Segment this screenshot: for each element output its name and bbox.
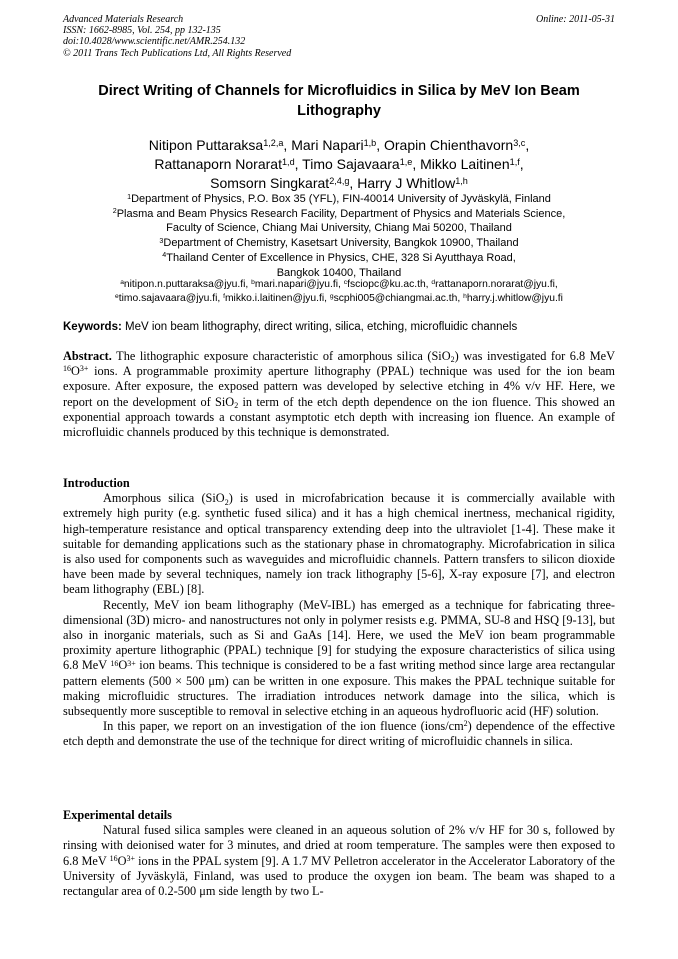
paragraph-text: Recently, MeV ion beam lithography (MeV-IBL) has emerged as a technique for fabricating three-dimensional (3D) micro- and nanostructures not only in polymer resists e.g. PMMA, SU-8 and HSQ [9-13], but also in inorganic materials, such as Si and GaAs [14]. Here, we used the MeV ion beam programmable proximity aperture lithographic (PPAL) technique [9] for studying the exposure characteristics of silica using 6.8 MeV — [63, 597, 615, 673]
online-date: Online: 2011-05-31 — [536, 14, 615, 25]
email-sup: e — [115, 292, 119, 300]
paragraph-text: O — [118, 658, 128, 673]
email-link[interactable]: fsciopc@ku.ac.th — [347, 279, 426, 290]
author-line-2 — [63, 155, 615, 174]
affiliation-text: Department of Chemistry, Kasetsart University, Bangkok 10900, Thailand — [163, 237, 519, 250]
author-affil-sup: 1,f — [509, 156, 520, 167]
email-sup: g — [329, 292, 334, 300]
author-name: Harry J Whitlow — [357, 175, 456, 191]
title-line-1: Direct Writing of Channels for Microfluidics in Silica by MeV Ion Beam — [98, 83, 580, 99]
author-affil-sup: 3,c — [513, 137, 526, 148]
email-sup: d — [431, 278, 436, 286]
subscript: 2 — [234, 401, 239, 410]
superscript: 16 — [63, 364, 71, 374]
abstract-text: in term of the etch depth dependence on the ion fluence. This showed an exponential approach towards a constant asymptotic etch depth with increasing ion fluence. An example of microfluidic channels produced by this technique is demonstrated. — [63, 394, 615, 440]
author-list — [63, 136, 615, 193]
abstract — [63, 349, 615, 440]
paragraph-text: O — [117, 853, 127, 868]
paragraph-text: In this paper, we report on an investigation of the ion fluence (ions/cm — [103, 719, 464, 734]
email-link[interactable]: scphi005@chiangmai.ac.th — [333, 293, 458, 304]
issn: ISSN: 1662-8985, Vol. 254, pp 132-135 — [63, 25, 221, 37]
paragraph-text: ions in the PPAL system [9]. A 1.7 MV Pelletron accelerator in the Accelerator Laboratory of the University of Jyväskylä, Finland, was used to produce the oxygen ion beam. The beam was shaped to a rectangular area of 0.2-500 μm side length by two L- — [63, 853, 615, 899]
keywords — [63, 320, 623, 335]
superscript: 3+ — [79, 364, 89, 374]
experimental-heading: Experimental details — [63, 808, 172, 822]
subscript: 2 — [450, 355, 455, 365]
superscript: 2 — [463, 719, 468, 729]
subscript: 2 — [224, 497, 229, 507]
affiliation-text: Plasma and Beam Physics Research Facility, Department of Physics and Materials Science, — [116, 207, 566, 220]
intro-paragraph-3 — [63, 719, 615, 749]
paragraph-text: ion beams. This technique is considered to be a fast writing method since large area rectangular pattern elements (500 × 500 μm) can be written in one exposure. This makes the PPAL technique suitable for making microfluidic structures. The irradiation introduces network damage into the silica, which is subsequently more susceptible to removal in selective etching in an aqueous hydrofluoric acid (HF) solution. — [63, 658, 615, 719]
journal-name: Advanced Materials Research — [63, 14, 184, 25]
paragraph-text: Amorphous silica (SiO — [103, 491, 225, 506]
superscript: 16 — [110, 658, 119, 668]
email-sup: a — [120, 278, 124, 286]
author-affil-sup: 1,2,a — [263, 137, 284, 148]
author-separator: , — [525, 137, 530, 153]
introduction-heading: Introduction — [63, 476, 130, 490]
affiliation-2-cont: Faculty of Science, Chiang Mai University, Chiang Mai 50200, Thailand — [166, 222, 512, 235]
abstract-text: ) was investigated for 6.8 MeV — [454, 349, 616, 363]
author-name: Rattanaporn Norarat — [154, 156, 282, 172]
title-line-2: Lithography — [297, 103, 381, 119]
author-affil-sup: 1,b — [363, 137, 377, 148]
author-separator: , — [294, 156, 303, 172]
author-separator: , — [519, 156, 524, 172]
author-name: Orapin Chienthavorn — [384, 137, 514, 153]
experimental-paragraph-1 — [63, 823, 615, 899]
author-affil-sup: 1,h — [455, 175, 468, 186]
author-affil-sup: 2,4,g — [329, 175, 350, 186]
affiliation-sup: 4 — [162, 251, 167, 260]
superscript: 3+ — [127, 658, 136, 668]
author-name: Nitipon Puttaraksa — [148, 137, 264, 153]
email-link[interactable]: rattanaporn.norarat@jyu.fi — [435, 279, 555, 290]
author-line-1 — [63, 136, 615, 155]
email-sup: f — [223, 292, 225, 300]
abstract-label: Abstract. — [63, 349, 112, 363]
author-name: Mari Napari — [291, 137, 364, 153]
intro-paragraph-2 — [63, 598, 615, 720]
email-link[interactable]: mikko.i.laitinen@jyu.fi — [224, 293, 325, 304]
abstract-text: ions. A programmable proximity aperture lithography (PPAL) technique was used for the ion beam exposure. After exposure, the exposed pattern was developed by selective etching in 4% v/v HF. Here, we report on the development of SiO — [63, 364, 615, 409]
email-link[interactable]: harry.j.whitlow@jyu.fi — [466, 293, 563, 304]
email-line-2: $^e$timo.sajavaara@jyu.fi, $^f$mikko.i.laitinen@jyu.fi, $^g$scphi005@chiangmai.ac.th, $^h$harry.j.whitlow@jyu.fi — [115, 292, 563, 304]
superscript: 16 — [109, 853, 118, 863]
journal-header — [63, 14, 615, 59]
author-name: Timo Sajavaara — [302, 156, 400, 172]
affiliation-3 — [50, 236, 628, 251]
email-sup: h — [463, 292, 467, 300]
affiliation-sup: 1 — [127, 192, 132, 201]
affiliation-4-cont: Bangkok 10400, Thailand — [276, 266, 402, 279]
abstract-text: O — [70, 364, 80, 379]
superscript: 3+ — [126, 853, 136, 863]
email-sup: b — [251, 278, 255, 286]
paragraph-text: Natural fused silica samples were cleaned in an aqueous solution of 2% v/v HF for 30 s, followed by rinsing with deionised water for 3 minutes, and dried at room temperature. The samples were then exposed to 6.8 MeV — [63, 823, 615, 868]
author-separator: , — [283, 137, 292, 153]
paragraph-text: ) dependence of the effective etch depth and demonstrate the use of the technique for direct writing of microfluidic channels in silica. — [63, 719, 615, 749]
author-line-3 — [63, 174, 615, 193]
doi: doi:10.4028/www.scientific.net/AMR.254.132 — [63, 36, 246, 48]
email-list — [40, 278, 638, 306]
author-separator: , — [412, 156, 421, 172]
abstract-text: The lithographic exposure characteristic of amorphous silica (SiO — [111, 349, 451, 363]
affiliations — [50, 192, 628, 280]
email-line-1: $^a$nitipon.n.puttaraksa@jyu.fi, $^b$mari.napari@jyu.fi, $^c$fsciopc@ku.ac.th, $^d$rattanaporn.norarat@jyu.fi, — [120, 278, 558, 290]
keywords-label: Keywords: — [63, 321, 122, 333]
affiliation-4 — [50, 251, 628, 266]
intro-paragraph-1 — [63, 491, 615, 597]
affiliation-sup: 3 — [159, 236, 164, 245]
introduction-section — [63, 476, 615, 750]
email-sup: c — [343, 278, 348, 286]
paragraph-text: ) is used in microfabrication because it is commercially available with extremely high purity (e.g. synthetic fused silica) and it has a high chemical inertness, mechanical rigidity, high-temperature resistance and optical transparency extending deep into the ultraviolet [1-4]. These make it suitable for demanding applications such as the stationary phase in chromatography. Microfabrication in silica is also used for components such as waveguides and microfluidic channels. Pattern transfers to silicon dioxide have been made by several techniques, namely ion track lithography [5-6], X-ray exposure [7], and electron beam lithography (EBL) [8]. — [63, 491, 615, 597]
copyright: © 2011 Trans Tech Publications Ltd, All Rights Reserved — [63, 47, 292, 59]
author-affil-sup: 1,d — [281, 156, 295, 167]
paper-title — [63, 81, 615, 121]
email-link[interactable]: nitipon.n.puttaraksa@jyu.fi — [123, 279, 246, 290]
experimental-section — [63, 808, 615, 899]
affiliation-text: Thailand Center of Excellence in Physics, CHE, 328 Si Ayutthaya Road, — [166, 251, 516, 264]
author-separator: , — [349, 175, 358, 191]
email-link[interactable]: timo.sajavaara@jyu.fi — [118, 293, 218, 304]
author-affil-sup: 1,e — [399, 156, 413, 167]
affiliation-1 — [50, 192, 628, 207]
affiliation-sup: 2 — [112, 207, 117, 216]
author-separator: , — [376, 137, 384, 153]
keywords-text: MeV ion beam lithography, direct writing, silica, etching, microfluidic channels — [121, 321, 518, 333]
email-link[interactable]: mari.napari@jyu.fi — [254, 279, 339, 290]
author-name: Mikko Laitinen — [420, 156, 510, 172]
affiliation-2 — [50, 207, 628, 222]
author-name: Somsorn Singkarat — [210, 175, 330, 191]
affiliation-text: Department of Physics, P.O. Box 35 (YFL), FIN-40014 University of Jyväskylä, Finland — [131, 193, 551, 205]
